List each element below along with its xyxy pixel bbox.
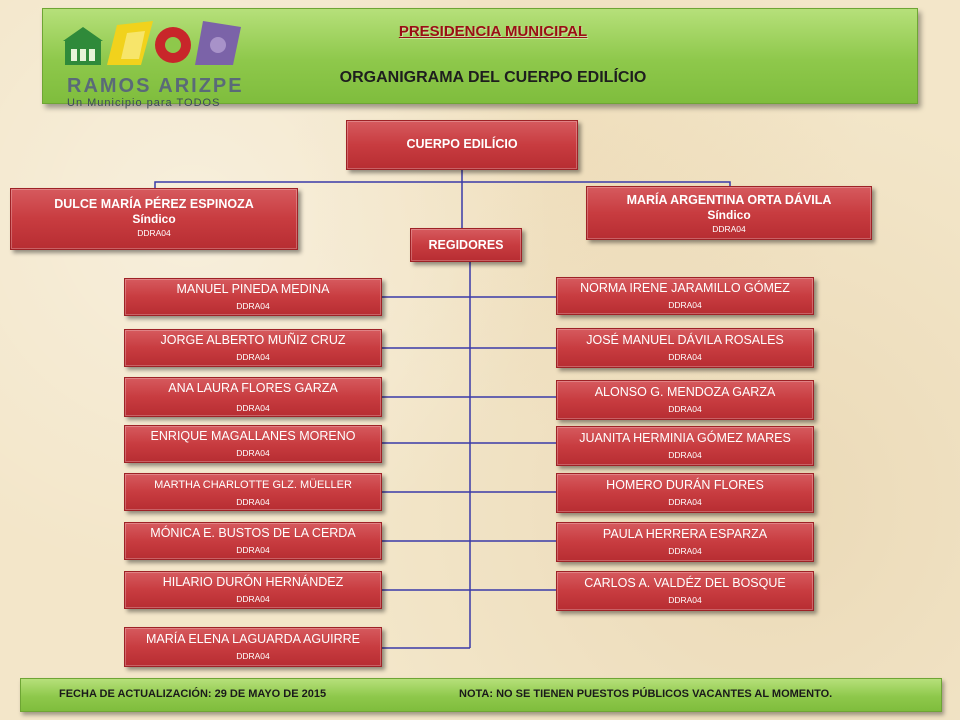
org-box-name: DULCE MARÍA PÉREZ ESPINOZA	[54, 197, 254, 211]
org-box-regidor	[556, 522, 814, 562]
org-box-code: DDRA04	[236, 594, 270, 604]
org-box-name: JORGE ALBERTO MUÑIZ CRUZ	[160, 333, 346, 347]
org-box-regidor	[124, 473, 382, 511]
org-box-regidor	[124, 522, 382, 560]
org-box-regidor	[124, 329, 382, 367]
org-box-regidor	[124, 377, 382, 417]
org-box-regidor	[124, 278, 382, 316]
page-title: PRESIDENCIA MUNICIPAL	[398, 23, 588, 40]
org-box-regidor	[556, 277, 814, 315]
page-subtitle: ORGANIGRAMA DEL CUERPO EDILÍCIO	[339, 69, 647, 86]
org-box-sindico-left	[10, 188, 298, 250]
org-box-cuerpo-edilicio	[346, 120, 578, 170]
org-box-label: REGIDORES	[428, 238, 504, 252]
org-box-regidor	[556, 473, 814, 513]
org-box-role: Síndico	[132, 212, 176, 226]
org-box-name: HILARIO DURÓN HERNÁNDEZ	[162, 575, 344, 589]
org-box-regidor	[556, 426, 814, 466]
org-box-name: MANUEL PINEDA MEDINA	[176, 282, 330, 296]
org-box-code: DDRA04	[668, 497, 702, 507]
org-box-name: ANA LAURA FLORES GARZA	[168, 381, 338, 395]
org-box-name: MARÍA ELENA LAGUARDA AGUIRRE	[146, 632, 360, 646]
org-box-name: ALONSO G. MENDOZA GARZA	[594, 385, 776, 399]
org-box-name: PAULA HERRERA ESPARZA	[602, 527, 768, 541]
org-box-code: DDRA04	[236, 403, 270, 413]
logo-name: RAMOS ARIZPE	[67, 75, 244, 97]
org-box-code: DDRA04	[668, 595, 702, 605]
org-box-code: DDRA04	[236, 448, 270, 458]
org-box-code: DDRA04	[236, 352, 270, 362]
org-box-regidor	[556, 380, 814, 420]
org-box-code: DDRA04	[668, 546, 702, 556]
org-box-code: DDRA04	[236, 545, 270, 555]
org-box-sindico-right	[586, 186, 872, 240]
org-box-code: DDRA04	[668, 352, 702, 362]
org-box-code: DDRA04	[668, 300, 702, 310]
org-box-name: CARLOS A. VALDÉZ DEL BOSQUE	[584, 576, 786, 590]
org-box-regidor	[556, 328, 814, 368]
org-box-name: MARTHA CHARLOTTE GLZ. MÜELLER	[154, 479, 352, 491]
org-box-code: DDRA04	[236, 497, 270, 507]
logo-tagline: Un Municipio para TODOS	[67, 97, 221, 109]
org-box-code: DDRA04	[236, 651, 270, 661]
org-box-regidor	[124, 627, 382, 667]
org-box-name: JUANITA HERMINIA GÓMEZ MARES	[579, 431, 791, 445]
org-box-name: MARÍA ARGENTINA ORTA DÁVILA	[626, 193, 832, 207]
org-box-regidores	[410, 228, 522, 262]
org-box-role: Síndico	[707, 208, 751, 222]
footer-note: NOTA: NO SE TIENEN PUESTOS PÚBLICOS VACANTES AL MOMENTO.	[459, 688, 833, 700]
org-box-name: ENRIQUE MAGALLANES MORENO	[150, 429, 356, 443]
org-box-code: DDRA04	[137, 228, 171, 238]
org-box-code: DDRA04	[712, 224, 746, 234]
org-box-name: MÓNICA E. BUSTOS DE LA CERDA	[150, 526, 356, 540]
footer-banner	[20, 678, 942, 712]
org-box-code: DDRA04	[668, 404, 702, 414]
org-box-label: CUERPO EDILÍCIO	[406, 137, 518, 151]
footer-update-date: FECHA DE ACTUALIZACIÓN: 29 DE MAYO DE 2015	[59, 688, 327, 700]
org-box-name: HOMERO DURÁN FLORES	[606, 478, 764, 492]
org-box-regidor	[124, 425, 382, 463]
org-box-code: DDRA04	[668, 450, 702, 460]
org-box-regidor	[556, 571, 814, 611]
org-box-name: JOSÉ MANUEL DÁVILA ROSALES	[586, 333, 784, 347]
org-box-name: NORMA IRENE JARAMILLO GÓMEZ	[580, 281, 790, 295]
org-box-regidor	[124, 571, 382, 609]
org-box-code: DDRA04	[236, 301, 270, 311]
